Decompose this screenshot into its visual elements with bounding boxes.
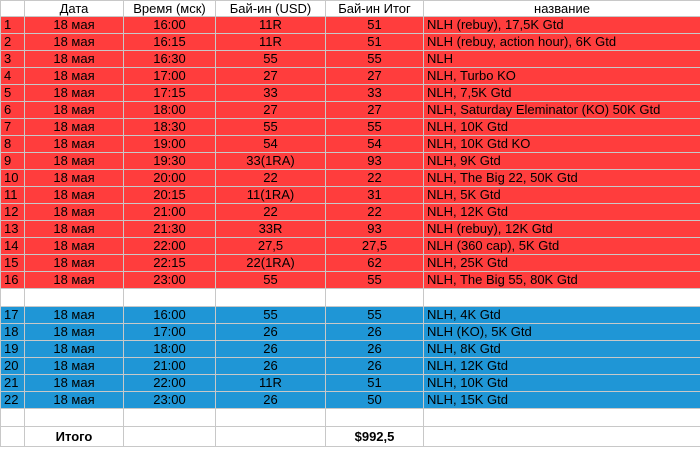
cell-buyin[interactable]: 27 bbox=[216, 102, 326, 119]
cell-num[interactable]: 19 bbox=[1, 341, 25, 358]
cell-num[interactable]: 20 bbox=[1, 358, 25, 375]
cell-time[interactable]: 21:30 bbox=[124, 221, 216, 238]
cell-date[interactable]: 18 мая bbox=[25, 51, 124, 68]
cell-date[interactable]: 18 мая bbox=[25, 272, 124, 289]
table-row bbox=[1, 307, 700, 324]
empty-cell[interactable] bbox=[216, 427, 326, 447]
table-row bbox=[1, 392, 700, 409]
separator-row bbox=[1, 409, 700, 427]
cell-buyin[interactable]: 26 bbox=[216, 341, 326, 358]
total-row bbox=[1, 427, 700, 447]
empty-cell[interactable] bbox=[124, 409, 216, 427]
separator-row bbox=[1, 289, 700, 307]
cell-total[interactable]: 93 bbox=[326, 153, 424, 170]
table-row bbox=[1, 375, 700, 392]
empty-cell[interactable] bbox=[216, 409, 326, 427]
table-row bbox=[1, 238, 700, 255]
table-row bbox=[1, 119, 700, 136]
cell-name[interactable]: NLH, 10K Gtd bbox=[424, 375, 700, 392]
cell-num[interactable]: 21 bbox=[1, 375, 25, 392]
cell-buyin[interactable]: 27,5 bbox=[216, 238, 326, 255]
cell-time[interactable]: 17:00 bbox=[124, 324, 216, 341]
cell-time[interactable]: 19:00 bbox=[124, 136, 216, 153]
cell-buyin[interactable]: 11R bbox=[216, 375, 326, 392]
empty-cell[interactable] bbox=[326, 409, 424, 427]
cell-buyin[interactable]: 22 bbox=[216, 204, 326, 221]
cell-total[interactable]: 27 bbox=[326, 102, 424, 119]
empty-cell[interactable] bbox=[424, 427, 700, 447]
table-row bbox=[1, 170, 700, 187]
cell-num[interactable]: 10 bbox=[1, 170, 25, 187]
total-sum[interactable]: $992,5 bbox=[326, 427, 424, 447]
empty-cell[interactable] bbox=[124, 427, 216, 447]
cell-buyin[interactable]: 33 bbox=[216, 85, 326, 102]
cell-time[interactable]: 16:00 bbox=[124, 307, 216, 324]
cell-time[interactable]: 22:00 bbox=[124, 375, 216, 392]
cell-total[interactable]: 51 bbox=[326, 34, 424, 51]
cell-total[interactable]: 27 bbox=[326, 68, 424, 85]
cell-num[interactable]: 16 bbox=[1, 272, 25, 289]
cell-total[interactable]: 93 bbox=[326, 221, 424, 238]
table-row bbox=[1, 68, 700, 85]
cell-name[interactable]: NLH (rebuy, action hour), 6K Gtd bbox=[424, 34, 700, 51]
cell-name[interactable]: NLH, Turbo KO bbox=[424, 68, 700, 85]
header-cell-time[interactable]: Время (мск) bbox=[124, 1, 216, 17]
cell-num[interactable]: 18 bbox=[1, 324, 25, 341]
cell-time[interactable]: 20:00 bbox=[124, 170, 216, 187]
cell-time[interactable]: 22:00 bbox=[124, 238, 216, 255]
cell-num[interactable]: 1 bbox=[1, 17, 25, 34]
cell-buyin[interactable]: 11R bbox=[216, 34, 326, 51]
table-row bbox=[1, 221, 700, 238]
table-row bbox=[1, 34, 700, 51]
cell-time[interactable]: 17:00 bbox=[124, 68, 216, 85]
table-row bbox=[1, 51, 700, 68]
header-cell-num[interactable] bbox=[1, 1, 25, 17]
cell-time[interactable]: 18:30 bbox=[124, 119, 216, 136]
cell-name[interactable]: NLH, 10K Gtd bbox=[424, 119, 700, 136]
empty-cell[interactable] bbox=[124, 289, 216, 307]
cell-num[interactable]: 14 bbox=[1, 238, 25, 255]
header-cell-buyin[interactable]: Бай-ин (USD) bbox=[216, 1, 326, 17]
cell-total[interactable]: 26 bbox=[326, 341, 424, 358]
empty-cell[interactable] bbox=[1, 427, 25, 447]
cell-buyin[interactable]: 54 bbox=[216, 136, 326, 153]
cell-num[interactable]: 15 bbox=[1, 255, 25, 272]
table-row bbox=[1, 102, 700, 119]
table-row bbox=[1, 324, 700, 341]
empty-cell[interactable] bbox=[1, 409, 25, 427]
cell-buyin[interactable]: 33(1RA) bbox=[216, 153, 326, 170]
cell-name[interactable]: NLH, 4K Gtd bbox=[424, 307, 700, 324]
cell-time[interactable]: 16:30 bbox=[124, 51, 216, 68]
cell-buyin[interactable]: 26 bbox=[216, 358, 326, 375]
cell-name[interactable]: NLH, 9K Gtd bbox=[424, 153, 700, 170]
cell-name[interactable]: NLH, 8K Gtd bbox=[424, 341, 700, 358]
empty-cell[interactable] bbox=[25, 289, 124, 307]
cell-num[interactable]: 3 bbox=[1, 51, 25, 68]
cell-num[interactable]: 9 bbox=[1, 153, 25, 170]
cell-date[interactable]: 18 мая bbox=[25, 85, 124, 102]
cell-date[interactable]: 18 мая bbox=[25, 221, 124, 238]
cell-num[interactable]: 17 bbox=[1, 307, 25, 324]
total-label[interactable]: Итого bbox=[25, 427, 124, 447]
cell-num[interactable]: 11 bbox=[1, 187, 25, 204]
cell-name[interactable]: NLH (rebuy), 17,5K Gtd bbox=[424, 17, 700, 34]
cell-time[interactable]: 21:00 bbox=[124, 204, 216, 221]
cell-name[interactable]: NLH, 12K Gtd bbox=[424, 358, 700, 375]
cell-name[interactable]: NLH, The Big 55, 80K Gtd bbox=[424, 272, 700, 289]
cell-date[interactable]: 18 мая bbox=[25, 68, 124, 85]
cell-name[interactable]: NLH, 5K Gtd bbox=[424, 187, 700, 204]
cell-total[interactable]: 31 bbox=[326, 187, 424, 204]
cell-buyin[interactable]: 11R bbox=[216, 17, 326, 34]
cell-buyin[interactable]: 55 bbox=[216, 307, 326, 324]
cell-total[interactable]: 51 bbox=[326, 17, 424, 34]
cell-time[interactable]: 16:00 bbox=[124, 17, 216, 34]
table-row bbox=[1, 255, 700, 272]
cell-time[interactable]: 22:15 bbox=[124, 255, 216, 272]
cell-name[interactable]: NLH, 15K Gtd bbox=[424, 392, 700, 409]
cell-date[interactable]: 18 мая bbox=[25, 17, 124, 34]
header-row bbox=[1, 1, 700, 17]
cell-date[interactable]: 18 мая bbox=[25, 358, 124, 375]
cell-buyin[interactable]: 55 bbox=[216, 119, 326, 136]
table-row bbox=[1, 17, 700, 34]
cell-date[interactable]: 18 мая bbox=[25, 204, 124, 221]
cell-time[interactable]: 17:15 bbox=[124, 85, 216, 102]
header-cell-date[interactable]: Дата bbox=[25, 1, 124, 17]
cell-name[interactable]: NLH, 25K Gtd bbox=[424, 255, 700, 272]
cell-date[interactable]: 18 мая bbox=[25, 136, 124, 153]
cell-date[interactable]: 18 мая bbox=[25, 187, 124, 204]
table-row bbox=[1, 187, 700, 204]
table-row bbox=[1, 204, 700, 221]
cell-name[interactable]: NLH, 7,5K Gtd bbox=[424, 85, 700, 102]
cell-total[interactable]: 27,5 bbox=[326, 238, 424, 255]
cell-total[interactable]: 22 bbox=[326, 204, 424, 221]
cell-date[interactable]: 18 мая bbox=[25, 102, 124, 119]
cell-name[interactable]: NLH, The Big 22, 50K Gtd bbox=[424, 170, 700, 187]
empty-cell[interactable] bbox=[25, 409, 124, 427]
cell-total[interactable]: 50 bbox=[326, 392, 424, 409]
cell-date[interactable]: 18 мая bbox=[25, 392, 124, 409]
cell-buyin[interactable]: 55 bbox=[216, 272, 326, 289]
cell-date[interactable]: 18 мая bbox=[25, 170, 124, 187]
cell-time[interactable]: 20:15 bbox=[124, 187, 216, 204]
cell-total[interactable]: 55 bbox=[326, 119, 424, 136]
table-row bbox=[1, 136, 700, 153]
cell-num[interactable]: 6 bbox=[1, 102, 25, 119]
cell-date[interactable]: 18 мая bbox=[25, 341, 124, 358]
cell-buyin[interactable]: 22(1RA) bbox=[216, 255, 326, 272]
table-body bbox=[1, 1, 700, 447]
cell-date[interactable]: 18 мая bbox=[25, 375, 124, 392]
header-cell-total[interactable]: Бай-ин Итог bbox=[326, 1, 424, 17]
cell-num[interactable]: 8 bbox=[1, 136, 25, 153]
cell-total[interactable]: 54 bbox=[326, 136, 424, 153]
cell-buyin[interactable]: 27 bbox=[216, 68, 326, 85]
cell-buyin[interactable]: 11(1RA) bbox=[216, 187, 326, 204]
cell-buyin[interactable]: 26 bbox=[216, 392, 326, 409]
cell-num[interactable]: 7 bbox=[1, 119, 25, 136]
cell-name[interactable]: NLH (rebuy), 12K Gtd bbox=[424, 221, 700, 238]
empty-cell[interactable] bbox=[216, 289, 326, 307]
cell-time[interactable]: 21:00 bbox=[124, 358, 216, 375]
cell-date[interactable]: 18 мая bbox=[25, 307, 124, 324]
cell-total[interactable]: 55 bbox=[326, 51, 424, 68]
cell-num[interactable]: 2 bbox=[1, 34, 25, 51]
cell-time[interactable]: 16:15 bbox=[124, 34, 216, 51]
cell-name[interactable]: NLH (KO), 5K Gtd bbox=[424, 324, 700, 341]
cell-total[interactable]: 26 bbox=[326, 324, 424, 341]
cell-time[interactable]: 19:30 bbox=[124, 153, 216, 170]
cell-time[interactable]: 23:00 bbox=[124, 392, 216, 409]
cell-num[interactable]: 5 bbox=[1, 85, 25, 102]
table-row bbox=[1, 153, 700, 170]
cell-date[interactable]: 18 мая bbox=[25, 255, 124, 272]
cell-total[interactable]: 55 bbox=[326, 272, 424, 289]
header-cell-name[interactable]: название bbox=[424, 1, 700, 17]
empty-cell[interactable] bbox=[1, 289, 25, 307]
empty-cell[interactable] bbox=[326, 289, 424, 307]
cell-time[interactable]: 18:00 bbox=[124, 102, 216, 119]
cell-num[interactable]: 22 bbox=[1, 392, 25, 409]
cell-num[interactable]: 13 bbox=[1, 221, 25, 238]
table-row bbox=[1, 358, 700, 375]
cell-total[interactable]: 22 bbox=[326, 170, 424, 187]
table-row bbox=[1, 85, 700, 102]
cell-total[interactable]: 62 bbox=[326, 255, 424, 272]
table-row bbox=[1, 341, 700, 358]
cell-buyin[interactable]: 33R bbox=[216, 221, 326, 238]
cell-buyin[interactable]: 26 bbox=[216, 324, 326, 341]
cell-date[interactable]: 18 мая bbox=[25, 238, 124, 255]
table-row bbox=[1, 272, 700, 289]
cell-total[interactable]: 55 bbox=[326, 307, 424, 324]
cell-time[interactable]: 18:00 bbox=[124, 341, 216, 358]
cell-buyin[interactable]: 22 bbox=[216, 170, 326, 187]
cell-buyin[interactable]: 55 bbox=[216, 51, 326, 68]
cell-date[interactable]: 18 мая bbox=[25, 119, 124, 136]
cell-total[interactable]: 51 bbox=[326, 375, 424, 392]
cell-date[interactable]: 18 мая bbox=[25, 153, 124, 170]
cell-name[interactable]: NLH, 12K Gtd bbox=[424, 204, 700, 221]
cell-time[interactable]: 23:00 bbox=[124, 272, 216, 289]
cell-name[interactable]: NLH bbox=[424, 51, 700, 68]
cell-date[interactable]: 18 мая bbox=[25, 324, 124, 341]
cell-total[interactable]: 26 bbox=[326, 358, 424, 375]
empty-cell[interactable] bbox=[424, 289, 700, 307]
empty-cell[interactable] bbox=[424, 409, 700, 427]
cell-name[interactable]: NLH, Saturday Eleminator (KO) 50K Gtd bbox=[424, 102, 700, 119]
cell-date[interactable]: 18 мая bbox=[25, 34, 124, 51]
cell-num[interactable]: 4 bbox=[1, 68, 25, 85]
cell-total[interactable]: 33 bbox=[326, 85, 424, 102]
cell-name[interactable]: NLH, 10K Gtd KO bbox=[424, 136, 700, 153]
cell-name[interactable]: NLH (360 cap), 5K Gtd bbox=[424, 238, 700, 255]
cell-num[interactable]: 12 bbox=[1, 204, 25, 221]
